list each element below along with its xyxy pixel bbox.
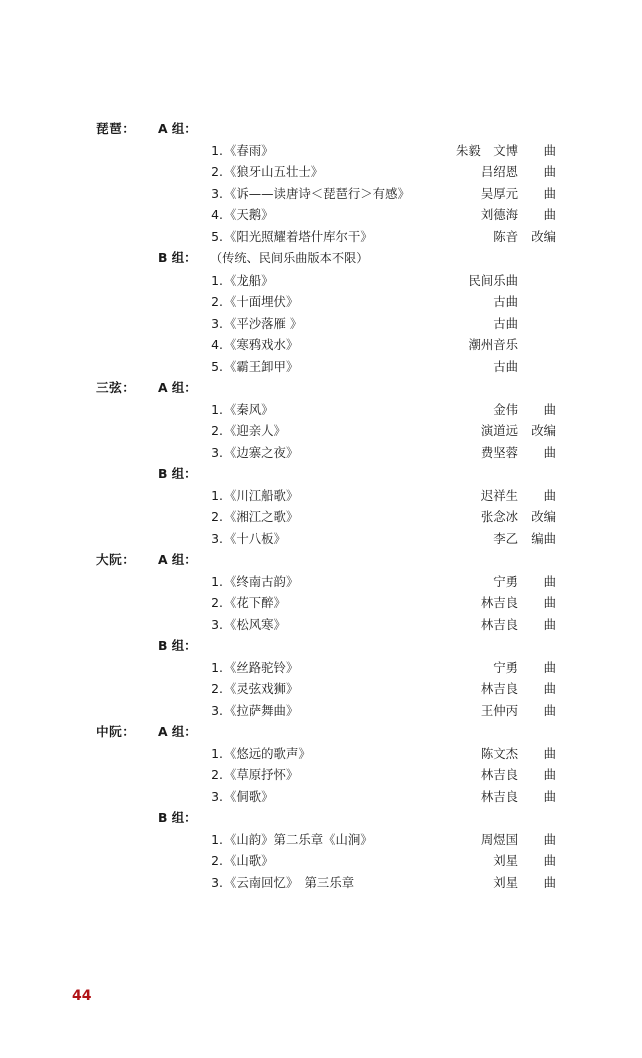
piece-role: 曲 <box>543 595 556 610</box>
piece-number: 1. <box>211 401 223 417</box>
group-label: A 组： <box>158 552 197 567</box>
piece-title: 《草原抒怀》 <box>224 767 299 782</box>
piece-title: 《湘江之歌》 <box>224 509 299 524</box>
piece-composer: 金伟 <box>493 401 518 417</box>
piece-composer: 民间乐曲 <box>468 272 518 288</box>
piece-title: 《丝路驼铃》 <box>224 659 299 675</box>
piece-row <box>96 291 556 313</box>
piece-title: 《川江船歌》 <box>224 487 299 503</box>
piece-number: 1. <box>211 659 223 675</box>
piece-role: 曲 <box>543 831 556 847</box>
piece-role: 曲 <box>543 702 556 718</box>
piece-number: 2. <box>211 423 223 438</box>
piece-composer: 吴厚元 <box>480 185 518 201</box>
piece-title: 《龙船》 <box>224 272 274 288</box>
piece-row <box>96 226 556 248</box>
piece-number: 2. <box>211 595 223 610</box>
group-label: B 组： <box>158 466 197 481</box>
piece-composer: 林吉良 <box>480 767 518 782</box>
piece-composer: 吕绍恩 <box>480 164 518 179</box>
piece-title: 《春雨》 <box>224 142 274 158</box>
piece-title: 《终南古韵》 <box>224 573 299 589</box>
piece-number: 1. <box>211 573 223 589</box>
instrument-name: 中阮： <box>96 724 136 739</box>
piece-role: 曲 <box>543 401 556 417</box>
piece-composer: 费坚蓉 <box>480 444 518 460</box>
piece-role: 曲 <box>543 745 556 761</box>
piece-role: 曲 <box>543 853 556 868</box>
piece-title: 《狼牙山五壮士》 <box>224 164 324 179</box>
piece-number: 1. <box>211 745 223 761</box>
piece-composer: 林吉良 <box>480 788 518 804</box>
piece-row <box>96 161 556 183</box>
piece-number: 4. <box>211 207 223 222</box>
piece-role: 曲 <box>543 142 556 158</box>
piece-role: 曲 <box>543 767 556 782</box>
group-label: B 组： <box>158 638 197 653</box>
piece-title: 《十八板》 <box>224 530 286 546</box>
piece-role: 曲 <box>543 681 556 696</box>
piece-title: 《诉——读唐诗＜琵琶行＞有感》 <box>224 185 410 201</box>
piece-row <box>96 700 556 722</box>
piece-row <box>96 270 556 292</box>
group-label: B 组： <box>158 810 197 825</box>
piece-number: 3. <box>211 530 223 546</box>
piece-role: 曲 <box>543 164 556 179</box>
piece-row <box>96 204 556 226</box>
group-label: B 组： <box>158 250 197 265</box>
piece-composer: 刘星 <box>493 853 518 868</box>
instrument-section <box>96 549 556 721</box>
piece-title: 《寒鸦戏水》 <box>224 337 299 352</box>
instrument-name: 琵琶： <box>96 121 136 136</box>
piece-composer: 古曲 <box>493 315 518 331</box>
piece-composer: 周煜国 <box>480 831 518 847</box>
instrument-name: 三弦： <box>96 380 136 395</box>
piece-row <box>96 657 556 679</box>
piece-number: 1. <box>211 831 223 847</box>
piece-number: 1. <box>211 487 223 503</box>
piece-role: 改编 <box>531 228 556 244</box>
piece-title: 《霸王卸甲》 <box>224 358 299 374</box>
piece-role: 改编 <box>531 423 556 438</box>
piece-number: 5. <box>211 228 223 244</box>
piece-role: 曲 <box>543 444 556 460</box>
piece-number: 1. <box>211 142 223 158</box>
piece-role: 曲 <box>543 659 556 675</box>
piece-number: 3. <box>211 874 223 890</box>
piece-number: 3. <box>211 616 223 632</box>
instrument-section <box>96 118 556 377</box>
piece-number: 4. <box>211 337 223 352</box>
piece-row <box>96 764 556 786</box>
piece-title: 《山韵》第二乐章《山涧》 <box>224 831 373 847</box>
piece-composer: 王仲丙 <box>480 702 518 718</box>
piece-title: 《悠远的歌声》 <box>224 745 311 761</box>
piece-row <box>96 420 556 442</box>
piece-composer: 张念冰 <box>480 509 518 524</box>
piece-row <box>96 485 556 507</box>
piece-row <box>96 442 556 464</box>
piece-row <box>96 313 556 335</box>
piece-row <box>96 140 556 162</box>
piece-composer: 林吉良 <box>480 681 518 696</box>
piece-composer: 陈音 <box>493 228 518 244</box>
group-header <box>96 377 556 399</box>
piece-composer: 朱毅 文博 <box>456 142 518 158</box>
piece-row <box>96 592 556 614</box>
piece-composer: 古曲 <box>493 294 518 309</box>
group-label: A 组： <box>158 121 197 136</box>
piece-title: 《花下醉》 <box>224 595 286 610</box>
group-header <box>96 247 556 270</box>
instrument-name: 大阮： <box>96 552 136 567</box>
group-label: A 组： <box>158 724 197 739</box>
piece-composer: 迟祥生 <box>480 487 518 503</box>
piece-number: 2. <box>211 853 223 868</box>
piece-composer: 刘德海 <box>480 207 518 222</box>
piece-title: 《云南回忆》 第三乐章 <box>224 874 355 890</box>
piece-title: 《天鹅》 <box>224 207 274 222</box>
piece-title: 《山歌》 <box>224 853 274 868</box>
piece-role: 曲 <box>543 616 556 632</box>
group-header <box>96 635 556 657</box>
piece-row <box>96 506 556 528</box>
piece-row <box>96 850 556 872</box>
piece-title: 《拉萨舞曲》 <box>224 702 299 718</box>
piece-row <box>96 786 556 808</box>
piece-composer: 潮州音乐 <box>468 337 518 352</box>
group-note: （传统、民间乐曲版本不限） <box>210 251 369 265</box>
group-header <box>96 807 556 829</box>
piece-title: 《平沙落雁 》 <box>224 315 303 331</box>
piece-number: 3. <box>211 444 223 460</box>
piece-row <box>96 183 556 205</box>
piece-composer: 宁勇 <box>493 659 518 675</box>
piece-number: 2. <box>211 164 223 179</box>
page-number: 44 <box>72 988 92 1004</box>
piece-row <box>96 678 556 700</box>
piece-number: 3. <box>211 702 223 718</box>
piece-composer: 李乙 <box>493 530 518 546</box>
group-header <box>96 549 556 571</box>
piece-role: 编曲 <box>531 530 556 546</box>
group-header <box>96 118 556 140</box>
piece-title: 《十面埋伏》 <box>224 294 299 309</box>
group-label: A 组： <box>158 380 197 395</box>
instrument-section <box>96 377 556 549</box>
piece-composer: 林吉良 <box>480 595 518 610</box>
instrument-section <box>96 721 556 893</box>
piece-composer: 古曲 <box>493 358 518 374</box>
piece-row <box>96 399 556 421</box>
piece-composer: 演道远 <box>480 423 518 438</box>
piece-number: 2. <box>211 767 223 782</box>
group-header <box>96 721 556 743</box>
piece-role: 曲 <box>543 185 556 201</box>
piece-title: 《阳光照耀着塔什库尔干》 <box>224 228 373 244</box>
piece-role: 曲 <box>543 874 556 890</box>
piece-role: 曲 <box>543 207 556 222</box>
piece-row <box>96 334 556 356</box>
piece-composer: 刘星 <box>493 874 518 890</box>
piece-title: 《迎亲人》 <box>224 423 286 438</box>
piece-number: 2. <box>211 681 223 696</box>
piece-row <box>96 743 556 765</box>
piece-number: 3. <box>211 315 223 331</box>
piece-title: 《侗歌》 <box>224 788 274 804</box>
piece-number: 1. <box>211 272 223 288</box>
group-header <box>96 463 556 485</box>
piece-role: 曲 <box>543 573 556 589</box>
piece-row <box>96 528 556 550</box>
piece-row <box>96 571 556 593</box>
piece-number: 5. <box>211 358 223 374</box>
piece-title: 《边寨之夜》 <box>224 444 299 460</box>
piece-title: 《松风寒》 <box>224 616 286 632</box>
piece-title: 《秦风》 <box>224 401 274 417</box>
piece-title: 《灵弦戏狮》 <box>224 681 299 696</box>
piece-row <box>96 872 556 894</box>
piece-number: 3. <box>211 788 223 804</box>
piece-number: 2. <box>211 294 223 309</box>
piece-role: 曲 <box>543 487 556 503</box>
piece-composer: 宁勇 <box>493 573 518 589</box>
piece-number: 2. <box>211 509 223 524</box>
piece-composer: 陈文杰 <box>480 745 518 761</box>
piece-composer: 林吉良 <box>480 616 518 632</box>
piece-role: 改编 <box>531 509 556 524</box>
piece-role: 曲 <box>543 788 556 804</box>
piece-row <box>96 614 556 636</box>
repertoire-list <box>96 118 556 893</box>
piece-number: 3. <box>211 185 223 201</box>
piece-row <box>96 829 556 851</box>
piece-row <box>96 356 556 378</box>
